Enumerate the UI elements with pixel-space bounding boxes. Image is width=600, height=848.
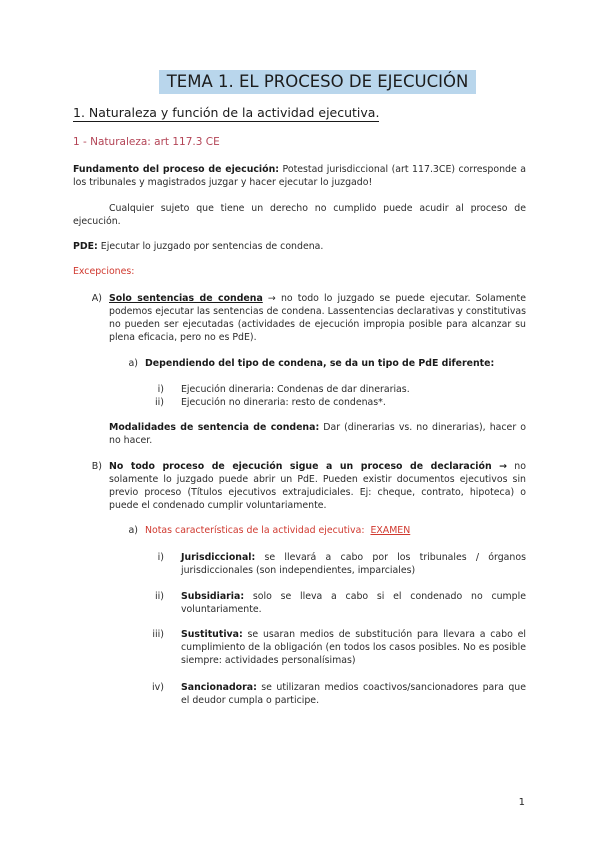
- item-a-sub-marker: a): [128, 358, 138, 369]
- item-a-text: → no todo lo juzgado se puede ejecutar. Solamente podemos ejecutar las sentencias de condena. Lassentencias declarativas y constitutivas no pueden ser ejecutadas (actividades de ejecución impropia posible para alcanzar su plena eficacia, pero no es PdE).: [109, 293, 526, 343]
- nota-3-text: se usaran medios de substitución para llevara a cabo el cumplimiento de la obligación (en todos los casos posibles. No es posible siempre: actividades personalísimas): [181, 629, 526, 666]
- pde-text: Ejecutar lo juzgado por sentencias de condena.: [97, 241, 324, 252]
- nota-2-marker: ii): [155, 591, 164, 602]
- nota-1-text: se llevará a cabo por los tribunales / órganos jurisdiccionales (son independientes, imparciales): [181, 552, 526, 576]
- fundamento-paragraph: [73, 163, 526, 189]
- roman-1-text: Ejecución dineraria: Condenas de dar dinerarias.: [181, 384, 410, 395]
- item-a-lead: Solo sentencias de condena: [109, 293, 263, 304]
- item-a-sub-text: Dependiendo del tipo de condena, se da un tipo de PdE diferente:: [145, 358, 495, 369]
- modalidades-paragraph: [109, 421, 526, 447]
- pde-paragraph: [73, 240, 526, 253]
- roman-2-text: Ejecución no dineraria: resto de condenas*.: [181, 397, 386, 408]
- roman-2-marker: ii): [155, 397, 164, 408]
- fundamento-text: Potestad jurisdiccional (art 117.3CE) corresponde a los tribunales y magistrados juzgar y hacer ejecutar lo juzgado!: [73, 164, 526, 188]
- item-b-sub-marker: a): [128, 525, 138, 536]
- nota-1-marker: i): [157, 552, 164, 563]
- pde-label: PDE:: [73, 241, 98, 252]
- page-title: TEMA 1. EL PROCESO DE EJECUCIÓN: [159, 70, 476, 94]
- item-b-text: no solamente lo juzgado puede abrir un PdE. Pueden existir documentos ejecutivos sin previo proceso (Títulos ejecutivos extrajudiciales. Ej: cheque, contrato, hipoteca) o puede el condenado cumplir voluntariamente.: [109, 461, 526, 511]
- page-number: 1: [518, 797, 525, 808]
- nota-2-label: Subsidiaria:: [181, 591, 245, 602]
- item-a-marker: A): [91, 293, 102, 304]
- roman-1-marker: i): [157, 384, 164, 395]
- item-b-marker: B): [91, 461, 102, 472]
- item-b-lead: No todo proceso de ejecución sigue a un proceso de declaración →: [109, 461, 508, 472]
- nota-4-text: se utilizaran medios coactivos/sancionadores para que el deudor cumpla o participe.: [181, 682, 526, 706]
- nota-2-text: solo se lleva a cabo si el condenado no cumple voluntariamente.: [181, 591, 526, 615]
- item-b-sub-paragraph: [145, 524, 526, 537]
- modalidades-label: Modalidades de sentencia de condena:: [109, 422, 320, 433]
- nota-3-marker: iii): [152, 629, 164, 640]
- excepciones-label: Excepciones:: [73, 266, 135, 277]
- item-b-sub-text: Notas características de la actividad ejecutiva:: [145, 525, 365, 536]
- section-heading: 1. Naturaleza y función de la actividad ejecutiva.: [73, 105, 380, 120]
- nota-3-label: Sustitutiva:: [181, 629, 243, 640]
- examen-label: EXAMEN: [370, 525, 411, 536]
- nota-1-paragraph: [181, 551, 526, 577]
- nota-3-paragraph: [181, 628, 526, 667]
- nota-4-label: Sancionadora:: [181, 682, 257, 693]
- nota-4-marker: iv): [152, 682, 164, 693]
- fundamento-label: Fundamento del proceso de ejecución:: [73, 164, 280, 175]
- cualquier-paragraph: Cualquier sujeto que tiene un derecho no cumplido puede acudir al proceso de ejecución.: [73, 203, 526, 227]
- item-b-paragraph: [109, 460, 526, 512]
- nota-1-label: Jurisdiccional:: [181, 552, 256, 563]
- nota-4-paragraph: [181, 681, 526, 707]
- subsection-heading: 1 - Naturaleza: art 117.3 CE: [73, 136, 220, 148]
- nota-2-paragraph: [181, 590, 526, 616]
- item-a-paragraph: [109, 292, 526, 344]
- modalidades-text: Dar (dinerarias vs. no dinerarias), hacer o no hacer.: [109, 422, 526, 446]
